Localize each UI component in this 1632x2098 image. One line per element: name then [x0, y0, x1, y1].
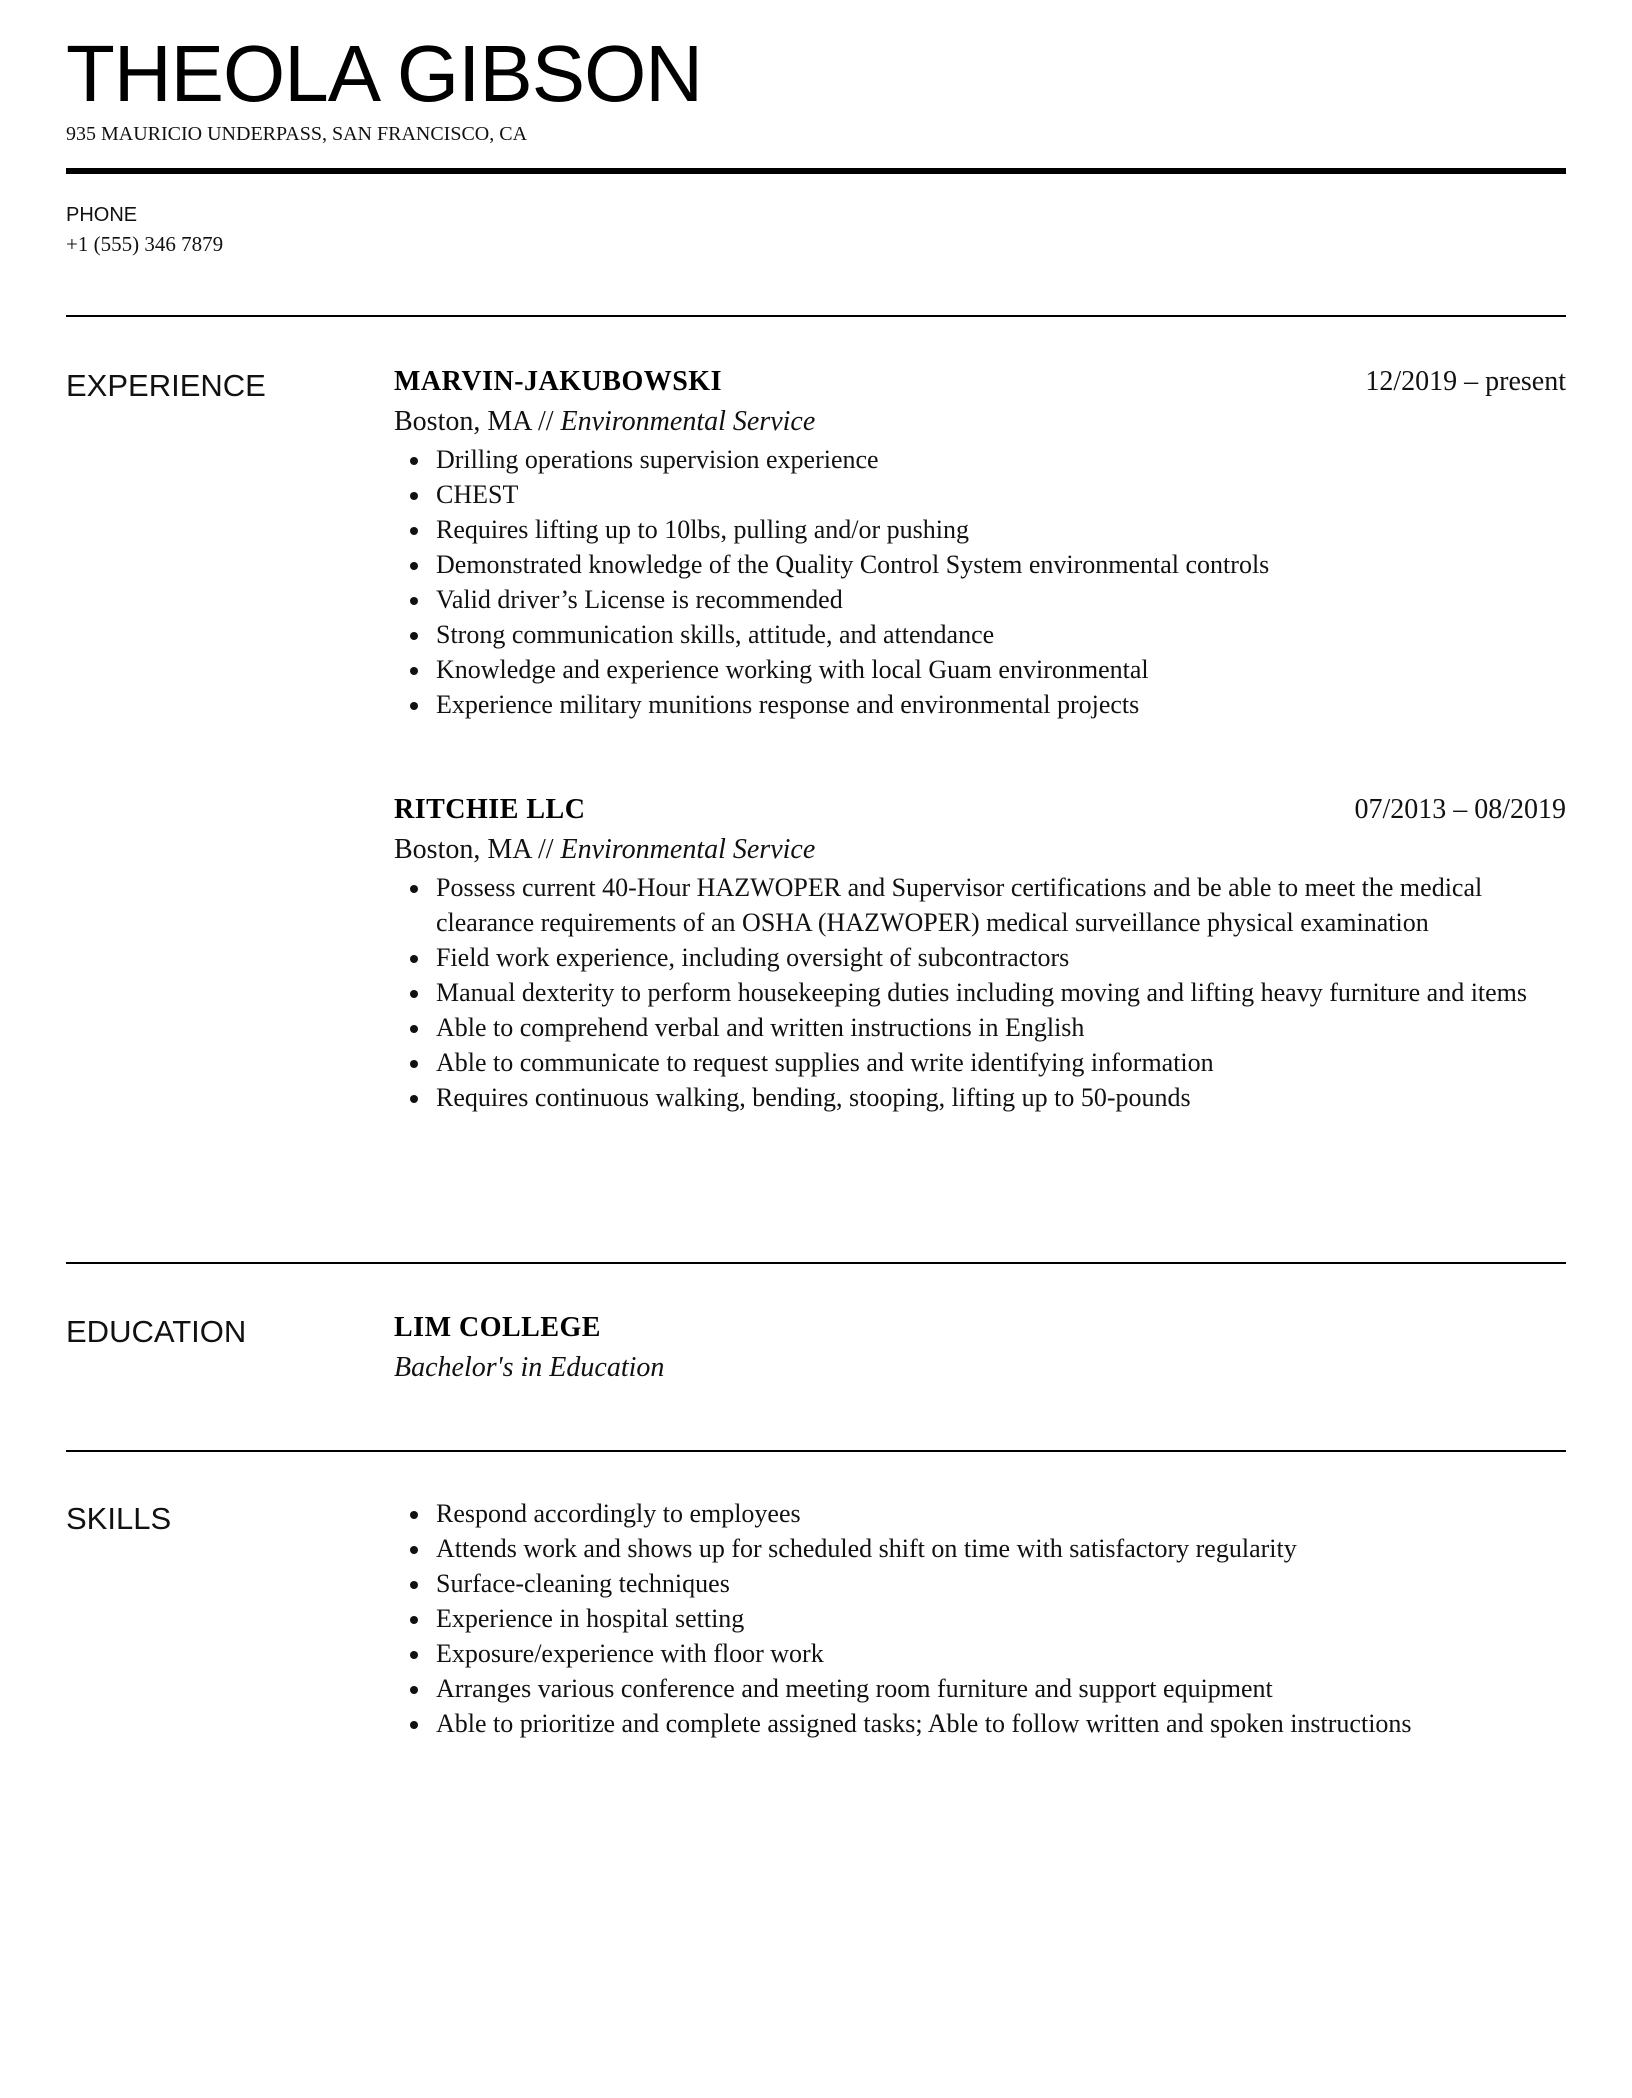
header-divider — [66, 168, 1566, 174]
job-separator: // — [537, 834, 554, 865]
job-role: Environmental Service — [560, 834, 816, 865]
job-location: Boston, MA — [394, 406, 531, 437]
job-location: Boston, MA — [394, 834, 531, 865]
candidate-address: 935 MAURICIO UNDERPASS, SAN FRANCISCO, CA — [66, 123, 528, 145]
section-divider — [66, 1450, 1566, 1452]
skills-section-title: SKILLS — [66, 1501, 172, 1536]
section-divider — [66, 1262, 1566, 1264]
education-degree: Bachelor's in Education — [394, 1352, 665, 1383]
job-bullet: Possess current 40-Hour HAZWOPER and Supervisor certifications and be able to meet the medical clearance requirements of an OSHA (HAZWOPER) medical surveillance physical examination — [394, 870, 1566, 940]
job-subtitle — [394, 402, 1566, 442]
job-bullet: Experience military munitions response and environmental projects — [394, 687, 1566, 722]
job-company: MARVIN-JAKUBOWSKI — [394, 366, 722, 397]
job-subtitle — [394, 830, 1566, 870]
job-bullet-list — [394, 442, 1566, 722]
education-school: LIM COLLEGE — [394, 1312, 601, 1343]
job-header — [394, 790, 1566, 830]
skill-item: Surface-cleaning techniques — [394, 1566, 1566, 1601]
job-bullet: Strong communication skills, attitude, and attendance — [394, 617, 1566, 652]
skills-list — [394, 1496, 1566, 1741]
job-bullet-list — [394, 870, 1566, 1115]
education-entry — [394, 1308, 1566, 1388]
skill-item: Able to prioritize and complete assigned tasks; Able to follow written and spoken instructions — [394, 1706, 1566, 1741]
job-bullet: Valid driver’s License is recommended — [394, 582, 1566, 617]
experience-entry — [394, 790, 1566, 1115]
skills-entry — [394, 1496, 1566, 1741]
job-bullet: Field work experience, including oversight of subcontractors — [394, 940, 1566, 975]
job-header — [394, 362, 1566, 402]
job-dates: 12/2019 – present — [1365, 366, 1566, 397]
job-company: RITCHIE LLC — [394, 794, 586, 825]
section-divider — [66, 315, 1566, 317]
skill-item: Exposure/experience with floor work — [394, 1636, 1566, 1671]
skill-item: Respond accordingly to employees — [394, 1496, 1566, 1531]
job-separator: // — [537, 406, 554, 437]
job-bullet: Knowledge and experience working with local Guam environmental — [394, 652, 1566, 687]
skill-item: Attends work and shows up for scheduled shift on time with satisfactory regularity — [394, 1531, 1566, 1566]
job-bullet: Able to comprehend verbal and written instructions in English — [394, 1010, 1566, 1045]
experience-section-title: EXPERIENCE — [66, 368, 266, 403]
job-role: Environmental Service — [560, 406, 816, 437]
job-dates: 07/2013 – 08/2019 — [1354, 794, 1566, 825]
job-bullet: Manual dexterity to perform housekeeping duties including moving and lifting heavy furniture and items — [394, 975, 1566, 1010]
job-bullet: Requires continuous walking, bending, stooping, lifting up to 50-pounds — [394, 1080, 1566, 1115]
skill-item: Arranges various conference and meeting room furniture and support equipment — [394, 1671, 1566, 1706]
candidate-name: THEOLA GIBSON — [66, 29, 703, 118]
job-bullet: Drilling operations supervision experience — [394, 442, 1566, 477]
experience-entry — [394, 362, 1566, 722]
education-section-title: EDUCATION — [66, 1314, 247, 1349]
job-bullet: Able to communicate to request supplies and write identifying information — [394, 1045, 1566, 1080]
job-bullet: CHEST — [394, 477, 1566, 512]
phone-value: +1 (555) 346 7879 — [66, 232, 224, 256]
skill-item: Experience in hospital setting — [394, 1601, 1566, 1636]
job-bullet: Demonstrated knowledge of the Quality Control System environmental controls — [394, 547, 1566, 582]
job-bullet: Requires lifting up to 10lbs, pulling and/or pushing — [394, 512, 1566, 547]
phone-label: PHONE — [66, 204, 138, 226]
